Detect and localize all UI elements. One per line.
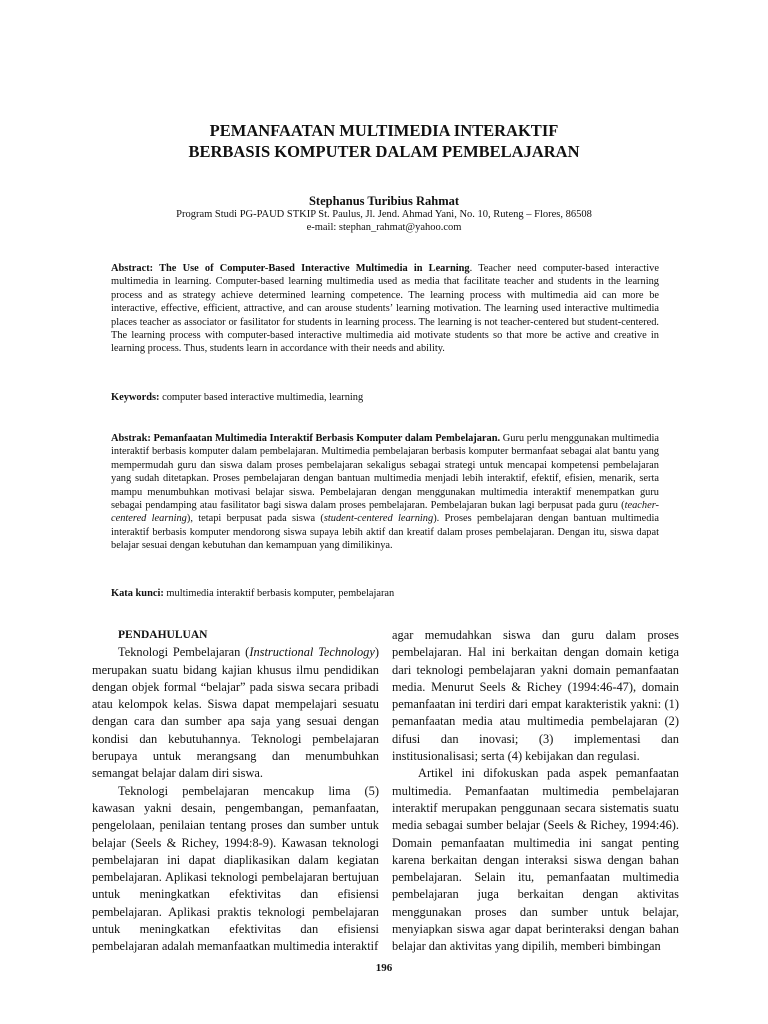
article-title [0,120,768,162]
abstract-indonesian-text-2: ), tetapi berpusat pada siswa ( [186,513,324,525]
keywords-indonesian-text: multimedia interaktif berbasis komputer, pembelajaran [163,588,395,599]
page-number: 196 [375,962,393,974]
keywords-indonesian-label: Kata kunci: [111,588,164,599]
abstract-indonesian-italic-1: teacher-centered learning [111,500,659,525]
abstract-english-text: . Teacher need computer-based interactive multimedia in learning. Computer-based learning multimedia used as media that facilitate teacher and students in the learning process and as strategy achieve determined learning competence. The learning process with multimedia aid can more be interactive, effective, efficient, attractive, and can arouse students’ learning motivation. The learning used interactive multimedia places teacher as associator or fasilitator for students in learning process. The learning is not teacher-centered but student-centered. The learning process with computer-based interactive multimedia aid motivate students so that more be active and creative in learning process. Thus, students learn in accordance with their needs and ability. [111,263,659,355]
paragraph-italic: Instructional Technology [249,645,375,660]
abstract-indonesian-text-3: ). Proses pembelajaran dengan bantuan multimedia interaktif berbasis komputer mendorong siswa supaya lebih aktif dan kreatif dalam proses pembelajaran. Dengan itu, siswa dapat belajar sesuai dengan kebutuhan dan kemampuan yang dimilikinya. [111,513,659,552]
paragraph [92,644,379,782]
body-column-right [392,627,679,956]
body-column-left [92,627,379,956]
title-line-2: BERBASIS KOMPUTER DALAM PEMBELAJARAN [188,142,580,161]
paragraph: Teknologi pembelajaran mencakup lima (5) kawasan yakni desain, pengembangan, pemanfaatan, pengelolaan, penilaian tentang proses dan sumber untuk belajar (Seels & Richey, 1994:8-9). Kawasan teknologi pembelajaran ini dapat diaplikasikan dalam kegiatan pembelajaran. Aplikasi teknologi pembelajaran bertujuan untuk meningkatkan efektivitas dan efisiensi pembelajaran. Aplikasi praktis teknologi pembelajaran untuk meningkatkan efektivitas dan efisiensi pembelajaran adalah memanfaatkan multimedia interaktif [92,783,379,954]
title-line-1: PEMANFAATAN MULTIMEDIA INTERAKTIF [209,121,559,140]
paragraph: Artikel ini difokuskan pada aspek pemanfaatan multimedia. Pemanfaatan multimedia pembelajaran interaktif merupakan penggunaan secara sistematis suatu media sebagai sumber belajar (Seels & Richey, 1994:46). Domain pemanfaatan multimedia ini sangat penting karena berkaitan dengan interaksi siswa dengan bahan pembelajaran. Selain itu, pemanfaatan multimedia pembelajaran juga berkaitan dengan aktivitas menggunakan proses dan sumber untuk belajar, menyiapkan siswa agar dapat berinteraksi dengan bahan belajar dan aktivitas yang dipilih, memberi bimbingan [392,766,679,954]
abstract-english [111,262,659,356]
author-name: Stephanus Turibius Rahmat [308,194,460,208]
email-line: e-mail: stephan_rahmat@yahoo.com [306,222,462,233]
keywords-indonesian [111,587,659,600]
abstract-indonesian-text-1: Guru perlu menggunakan multimedia interaktif berbasis komputer dalam pembelajaran. Multimedia pembelajaran berbasis komputer bermanfaat sebagai alat bantu yang mempermudah guru dan siswa dalam proses pembelajaran sekaligus sebagai strategi untuk mencapai kompetensi pembelajaran yang sudah ditetapkan. Proses pembelajaran dengan bantuan multimedia menjadi lebih interaktif, efektif, efisien, menarik, serta mampu menumbuhkan motivasi belajar siswa. Pembelajaran dengan menggunakan multimedia interaktif menempatkan guru sebagai pendamping atau fasilitator bagi siswa dalam proses pembelajaran. Pembelajaran bukan lagi berpusat pada guru ( [111,433,659,512]
author-affiliation [0,208,768,234]
paragraph: agar memudahkan siswa dan guru dalam proses pembelajaran. Hal ini berkaitan dengan domain ketiga dari teknologi pembelajaran yakni domain pemanfaatan media. Menurut Seels & Richey (1994:46-47), domain pemanfaatan ini terdiri dari empat karakteristik yakni: (1) pemanfaatan media atau multimedia pembelajaran (2) difusi dan inovasi; (3) implementasi dan institusionalisasi; serta (4) kebijakan dan regulasi. [392,628,679,764]
paragraph-text: Teknologi Pembelajaran ( [118,645,250,660]
affiliation-line: Program Studi PG-PAUD STKIP St. Paulus, Jl. Jend. Ahmad Yani, No. 10, Ruteng – Flores, 86508 [176,209,592,220]
abstract-indonesian-italic-2: student-centered learning [323,513,434,525]
section-heading: PENDAHULUAN [118,629,208,641]
keywords-english-label: Keywords: [111,392,160,403]
paragraph-text: ) merupakan suatu bidang kajian khusus ilmu pendidikan dengan objek formal “belajar” pada siswa secara pribadi atau kelompok kelas. Siswa dapat mempelajari sesuatu dengan cara dan sumber apa saja yang sesuai dengan kondisi dan kebutuhannya. Teknologi pembelajaran berupaya untuk merangsang dan menumbuhkan semangat belajar dalam diri siswa. [92,645,379,781]
keywords-english-text: computer based interactive multimedia, learning [159,392,364,403]
abstract-english-label: Abstract: The Use of Computer-Based Interactive Multimedia in Learning [111,263,470,274]
abstract-indonesian [111,432,659,553]
keywords-english [111,391,659,404]
abstract-indonesian-label: Abstrak: Pemanfaatan Multimedia Interaktif Berbasis Komputer dalam Pembelajaran. [111,433,501,444]
